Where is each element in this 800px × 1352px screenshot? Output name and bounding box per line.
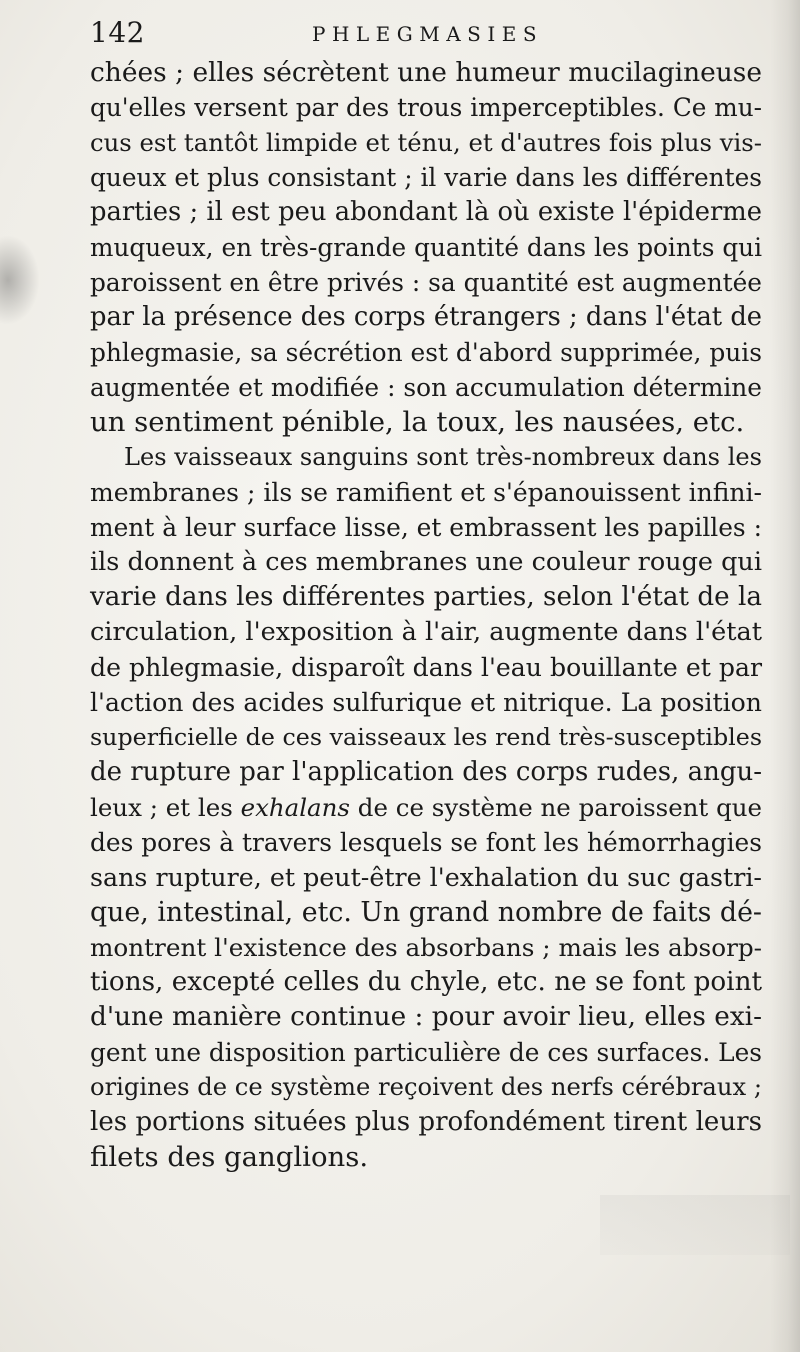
text-line: les portions situées plus profondément tirent leurs <box>90 1107 762 1137</box>
paragraph-start-line: Les vaisseaux sanguins sont très-nombreux dans les <box>124 443 762 471</box>
paragraph-end-line: un sentiment pénible, la toux, les nausées, etc. <box>90 406 745 438</box>
text-line: varie dans les différentes parties, selon l'état de la <box>90 582 762 612</box>
text-line: chées ; elles sécrètent une humeur mucilagineuse <box>90 57 762 88</box>
text-line: muqueux, en très-grande quantité dans les points qui <box>90 233 762 262</box>
running-title: PHLEGMASIES <box>312 22 544 46</box>
text-line: origines de ce système reçoivent des nerfs cérébraux ; <box>90 1073 762 1101</box>
italic-term: exhalans <box>240 793 350 822</box>
text-line-with-italic <box>90 790 762 825</box>
show-through-bleed <box>600 1195 790 1255</box>
text-segment: de ce système ne paroissent que <box>349 793 762 822</box>
text-line: tions, excepté celles du chyle, etc. ne se font point <box>90 967 762 997</box>
text-line: que, intestinal, etc. Un grand nombre de faits dé- <box>90 897 762 928</box>
text-line: ils donnent à ces membranes une couleur rouge qui <box>90 547 762 577</box>
text-line: paroissent en être privés : sa quantité est augmentée <box>90 268 762 297</box>
text-line: qu'elles versent par des trous imperceptibles. Ce mu- <box>90 93 762 122</box>
text-line: augmentée et modifiée : son accumulation détermine <box>90 373 762 402</box>
text-line: cus est tantôt limpide et ténu, et d'autres fois plus vis- <box>90 128 762 157</box>
text-line: circulation, l'exposition à l'air, augmente dans l'état <box>90 617 762 647</box>
text-line: queux et plus consistant ; il varie dans les différentes <box>90 163 762 192</box>
text-segment: leux ; et les <box>90 793 241 822</box>
text-line: des pores à travers lesquels se font les hémorrhagies <box>90 828 762 857</box>
text-line: phlegmasie, sa sécrétion est d'abord supprimée, puis <box>90 338 762 367</box>
running-header <box>90 16 762 50</box>
text-line: montrent l'existence des absorbans ; mais les absorp- <box>90 933 762 962</box>
text-line: l'action des acides sulfurique et nitrique. La position <box>90 688 762 717</box>
text-line: membranes ; ils se ramifient et s'épanouissent infini- <box>90 478 762 507</box>
text-line: superficielle de ces vaisseaux les rend très-susceptibles <box>90 723 762 751</box>
text-line: gent une disposition particulière de ces surfaces. Les <box>90 1038 762 1067</box>
text-line: de rupture par l'application des corps rudes, angu- <box>90 757 762 787</box>
text-line: d'une manière continue : pour avoir lieu, elles exi- <box>90 1002 762 1032</box>
page-number: 142 <box>90 16 145 49</box>
text-line: ment à leur surface lisse, et embrassent les papilles : <box>90 513 762 542</box>
text-line: sans rupture, et peut-être l'exhalation du suc gastri- <box>90 862 762 892</box>
text-line: par la présence des corps étrangers ; dans l'état de <box>90 302 762 332</box>
text-line: parties ; il est peu abondant là où existe l'épiderme <box>90 197 762 227</box>
text-line: de phlegmasie, disparoît dans l'eau bouillante et par <box>90 653 762 682</box>
paragraph-end-line: filets des ganglions. <box>90 1141 369 1173</box>
ink-smudge <box>0 235 40 325</box>
page-edge-shadow <box>770 0 800 1352</box>
body-text <box>90 55 762 1175</box>
